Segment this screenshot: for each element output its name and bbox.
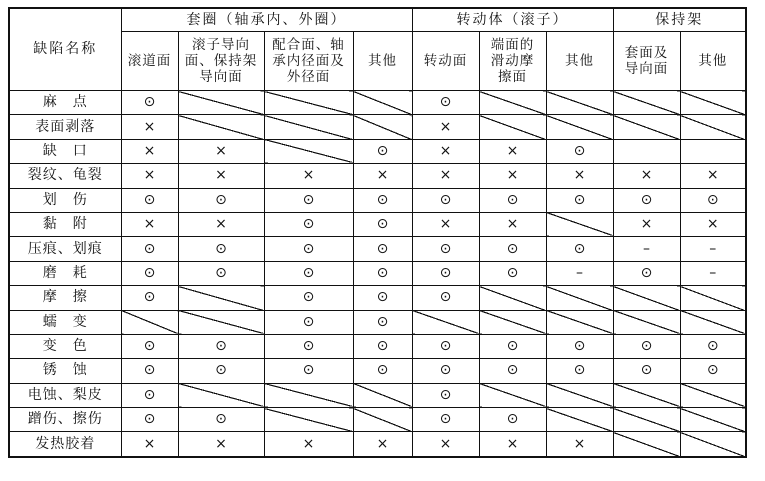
cross-mark: × [506, 142, 519, 159]
defect-mark-cell [412, 188, 479, 212]
defect-mark-cell [264, 359, 353, 383]
circle-dot-mark: ⊙ [573, 240, 586, 257]
defect-mark-cell [613, 237, 680, 261]
circle-dot-mark: ⊙ [215, 362, 227, 379]
defect-name: 电蚀、梨皮 [9, 383, 121, 407]
not-applicable-cell [264, 115, 353, 139]
circle-dot-mark: ⊙ [302, 362, 315, 379]
defect-mark-cell [178, 261, 264, 285]
circle-dot-mark: ⊙ [506, 411, 519, 428]
not-applicable-cell [264, 408, 353, 432]
cross-mark: × [215, 167, 227, 184]
defect-name: 划 伤 [9, 188, 121, 212]
defect-name: 压痕、划痕 [9, 237, 121, 261]
cross-mark: × [573, 167, 586, 184]
defect-mark-cell [613, 212, 680, 236]
circle-dot-mark: ⊙ [143, 191, 156, 208]
not-applicable-cell [680, 115, 746, 139]
defect-name: 变 色 [9, 334, 121, 358]
cross-mark: × [302, 167, 315, 184]
circle-dot-mark: ⊙ [215, 191, 227, 208]
defect-mark-cell [546, 188, 613, 212]
defect-mark-cell [264, 261, 353, 285]
table-body [9, 91, 746, 457]
defect-mark-cell [680, 334, 746, 358]
defect-mark-cell [479, 188, 546, 212]
circle-dot-mark: ⊙ [706, 191, 719, 208]
cross-mark: × [439, 118, 452, 135]
defect-name: 裂纹、龟裂 [9, 164, 121, 188]
circle-dot-mark: ⊙ [376, 362, 389, 379]
circle-dot-mark: ⊙ [640, 191, 653, 208]
column-header [178, 32, 264, 91]
circle-dot-mark: ⊙ [143, 362, 156, 379]
not-applicable-cell [680, 286, 746, 310]
defect-mark-cell [546, 432, 613, 457]
defect-mark-cell [353, 334, 412, 358]
not-applicable-cell [178, 91, 264, 115]
defect-mark-cell [178, 432, 264, 457]
defect-mark-cell [546, 334, 613, 358]
defect-mark-cell [613, 359, 680, 383]
circle-dot-mark: ⊙ [439, 411, 452, 428]
defect-mark-cell [353, 188, 412, 212]
not-applicable-cell [546, 91, 613, 115]
defect-mark-cell [121, 237, 178, 261]
not-applicable-cell [479, 310, 546, 334]
not-applicable-cell [546, 408, 613, 432]
column-header-line: 外径面 [286, 69, 331, 85]
cross-mark: × [706, 216, 719, 233]
not-applicable-cell [546, 383, 613, 407]
circle-dot-mark: ⊙ [376, 191, 389, 208]
defect-mark-cell [546, 237, 613, 261]
circle-dot-mark: ⊙ [439, 240, 452, 257]
table-row [9, 334, 746, 358]
circle-dot-mark: ⊙ [143, 338, 156, 355]
not-applicable-cell [680, 432, 746, 457]
empty-cell [613, 139, 680, 163]
circle-dot-mark: ⊙ [506, 191, 519, 208]
table-row [9, 237, 746, 261]
column-header-line: 其他 [368, 53, 397, 69]
not-applicable-cell [353, 383, 412, 407]
defect-mark-cell [121, 286, 178, 310]
defect-mark-cell [546, 359, 613, 383]
table-row [9, 115, 746, 139]
not-applicable-cell [479, 383, 546, 407]
not-applicable-cell [613, 383, 680, 407]
cross-mark: × [640, 167, 653, 184]
circle-dot-mark: ⊙ [640, 338, 653, 355]
not-applicable-cell [178, 286, 264, 310]
circle-dot-mark: ⊙ [215, 240, 227, 257]
circle-dot-mark: ⊙ [302, 240, 315, 257]
cross-mark: × [302, 435, 315, 452]
table-row [9, 139, 746, 163]
circle-dot-mark: ⊙ [302, 289, 315, 306]
circle-dot-mark: ⊙ [439, 386, 452, 403]
circle-dot-mark: ⊙ [573, 142, 586, 159]
table-row [9, 91, 746, 115]
column-header-line: 滚道面 [127, 53, 172, 69]
circle-dot-mark: ⊙ [439, 362, 452, 379]
defect-mark-cell [264, 212, 353, 236]
defect-mark-cell [412, 164, 479, 188]
defect-name: 黏 附 [9, 212, 121, 236]
not-applicable-cell [546, 212, 613, 236]
defect-mark-cell [680, 164, 746, 188]
defect-name: 表面剥落 [9, 115, 121, 139]
defect-mark-cell [121, 164, 178, 188]
defect-table-container [8, 7, 747, 458]
column-header-line: 擦面 [498, 69, 527, 85]
defect-mark-cell [178, 334, 264, 358]
defect-mark-cell [479, 432, 546, 457]
not-applicable-cell [546, 310, 613, 334]
not-applicable-cell [680, 310, 746, 334]
defect-mark-cell [121, 212, 178, 236]
defect-mark-cell [264, 310, 353, 334]
defect-mark-cell [680, 237, 746, 261]
defect-mark-cell [479, 139, 546, 163]
column-header [680, 32, 746, 91]
cross-mark: × [706, 167, 719, 184]
defect-name: 蹭伤、擦伤 [9, 408, 121, 432]
defect-mark-cell [680, 261, 746, 285]
corner-header: 缺陷名称 [9, 8, 121, 91]
circle-dot-mark: ⊙ [143, 386, 156, 403]
defect-mark-cell [353, 164, 412, 188]
circle-dot-mark: ⊙ [506, 240, 519, 257]
defect-mark-cell [121, 115, 178, 139]
not-applicable-cell [178, 383, 264, 407]
defect-mark-cell [412, 212, 479, 236]
not-applicable-cell [479, 115, 546, 139]
defect-mark-cell [121, 188, 178, 212]
table-row [9, 383, 746, 407]
defect-mark-cell [479, 212, 546, 236]
defect-mark-cell [479, 334, 546, 358]
circle-dot-mark: ⊙ [439, 94, 452, 111]
defect-mark-cell [121, 139, 178, 163]
defect-mark-cell [680, 212, 746, 236]
circle-dot-mark: ⊙ [302, 338, 315, 355]
group-header-rollers: 转动体（滚子） [412, 8, 613, 32]
defect-mark-cell [178, 237, 264, 261]
column-header [412, 32, 479, 91]
column-header [121, 32, 178, 91]
column-header-line: 滚子导向 [192, 37, 250, 53]
defect-mark-cell [178, 359, 264, 383]
defect-mark-cell [412, 334, 479, 358]
defect-mark-cell [412, 432, 479, 457]
defect-mark-cell [264, 237, 353, 261]
not-applicable-cell [264, 139, 353, 163]
not-applicable-cell [264, 91, 353, 115]
defect-mark-cell [264, 164, 353, 188]
defect-mark-cell [613, 188, 680, 212]
circle-dot-mark: ⊙ [506, 338, 519, 355]
circle-dot-mark: ⊙ [376, 264, 389, 281]
defect-mark-cell [353, 237, 412, 261]
circle-dot-mark: ⊙ [143, 289, 156, 306]
defect-mark-cell [546, 164, 613, 188]
defect-mark-cell [121, 432, 178, 457]
column-header-line: 其他 [698, 53, 728, 69]
defect-mark-cell [353, 310, 412, 334]
circle-dot-mark: ⊙ [302, 313, 315, 330]
circle-dot-mark: ⊙ [439, 191, 452, 208]
cross-mark: × [506, 435, 519, 452]
column-header [546, 32, 613, 91]
circle-dot-mark: ⊙ [215, 338, 227, 355]
not-applicable-cell [680, 91, 746, 115]
defect-mark-cell [353, 432, 412, 457]
table-row [9, 212, 746, 236]
group-header-row [9, 8, 746, 32]
circle-dot-mark: ⊙ [376, 289, 389, 306]
defect-mark-cell [613, 334, 680, 358]
circle-dot-mark: ⊙ [573, 338, 586, 355]
not-applicable-cell [680, 383, 746, 407]
not-applicable-cell [613, 115, 680, 139]
not-applicable-cell [613, 310, 680, 334]
defect-name: 蠕 变 [9, 310, 121, 334]
table-row [9, 310, 746, 334]
defect-name: 发热胶着 [9, 432, 121, 457]
table-row [9, 261, 746, 285]
circle-dot-mark: ⊙ [706, 338, 719, 355]
cross-mark: × [573, 435, 586, 452]
table-header [9, 8, 746, 91]
defect-mark-cell [479, 359, 546, 383]
circle-dot-mark: ⊙ [439, 338, 452, 355]
cross-mark: × [143, 142, 156, 159]
cross-mark: × [439, 435, 452, 452]
defect-mark-cell [121, 261, 178, 285]
circle-dot-mark: ⊙ [506, 362, 519, 379]
defect-mark-cell [412, 383, 479, 407]
defect-mark-cell [546, 139, 613, 163]
defect-mark-cell [178, 139, 264, 163]
column-header-line: 面、保持架 [184, 53, 258, 69]
circle-dot-mark: ⊙ [640, 362, 653, 379]
defect-mark-cell [264, 188, 353, 212]
defect-mark-cell [613, 261, 680, 285]
defect-mark-cell [680, 359, 746, 383]
cross-mark: × [143, 118, 156, 135]
cross-mark: × [439, 142, 452, 159]
circle-dot-mark: ⊙ [302, 191, 315, 208]
cross-mark: × [506, 216, 519, 233]
not-applicable-cell [178, 115, 264, 139]
defect-mark-cell [178, 188, 264, 212]
defect-name: 磨 耗 [9, 261, 121, 285]
bearing-defect-table [8, 7, 747, 458]
circle-dot-mark: ⊙ [143, 94, 156, 111]
defect-mark-cell [353, 359, 412, 383]
circle-dot-mark: ⊙ [302, 216, 315, 233]
defect-name: 锈 蚀 [9, 359, 121, 383]
dash-mark: – [709, 264, 717, 281]
cross-mark: × [143, 435, 156, 452]
defect-mark-cell [178, 164, 264, 188]
defect-mark-cell [178, 408, 264, 432]
column-header [353, 32, 412, 91]
not-applicable-cell [613, 432, 680, 457]
column-header-line: 其他 [565, 53, 594, 69]
circle-dot-mark: ⊙ [376, 142, 389, 159]
circle-dot-mark: ⊙ [143, 240, 156, 257]
defect-mark-cell [479, 261, 546, 285]
not-applicable-cell [353, 91, 412, 115]
circle-dot-mark: ⊙ [376, 240, 389, 257]
column-header-line: 承内径面及 [272, 53, 345, 69]
defect-mark-cell [121, 91, 178, 115]
table-row [9, 286, 746, 310]
defect-mark-cell [412, 359, 479, 383]
cross-mark: × [640, 216, 653, 233]
not-applicable-cell [680, 408, 746, 432]
defect-mark-cell [613, 164, 680, 188]
group-header-cage: 保持架 [613, 8, 746, 32]
defect-mark-cell [546, 261, 613, 285]
not-applicable-cell [613, 408, 680, 432]
circle-dot-mark: ⊙ [573, 191, 586, 208]
not-applicable-cell [412, 310, 479, 334]
defect-mark-cell [412, 115, 479, 139]
defect-mark-cell [353, 212, 412, 236]
dash-mark: – [576, 264, 583, 281]
not-applicable-cell [353, 115, 412, 139]
defect-mark-cell [353, 286, 412, 310]
cross-mark: × [143, 216, 156, 233]
dash-mark: – [709, 240, 717, 257]
cross-mark: × [439, 167, 452, 184]
defect-mark-cell [353, 261, 412, 285]
column-header [479, 32, 546, 91]
defect-mark-cell [121, 383, 178, 407]
column-header-line: 端面的 [490, 37, 535, 53]
defect-mark-cell [412, 237, 479, 261]
not-applicable-cell [479, 91, 546, 115]
defect-mark-cell [121, 359, 178, 383]
column-header-line: 配合面、轴 [272, 37, 345, 53]
defect-mark-cell [178, 212, 264, 236]
not-applicable-cell [121, 310, 178, 334]
cross-mark: × [376, 167, 389, 184]
defect-mark-cell [121, 334, 178, 358]
empty-cell [680, 139, 746, 163]
column-header-line: 导向面 [199, 69, 243, 85]
circle-dot-mark: ⊙ [376, 216, 389, 233]
defect-mark-cell [479, 408, 546, 432]
circle-dot-mark: ⊙ [143, 411, 156, 428]
circle-dot-mark: ⊙ [706, 362, 719, 379]
column-header-line: 滑动摩 [490, 53, 535, 69]
circle-dot-mark: ⊙ [640, 264, 653, 281]
defect-mark-cell [264, 432, 353, 457]
circle-dot-mark: ⊙ [506, 264, 519, 281]
not-applicable-cell [178, 310, 264, 334]
defect-name: 麻 点 [9, 91, 121, 115]
not-applicable-cell [546, 286, 613, 310]
defect-mark-cell [412, 408, 479, 432]
column-header-line: 转动面 [423, 53, 468, 69]
defect-mark-cell [479, 237, 546, 261]
not-applicable-cell [613, 91, 680, 115]
circle-dot-mark: ⊙ [302, 264, 315, 281]
defect-mark-cell [680, 188, 746, 212]
cross-mark: × [439, 216, 452, 233]
not-applicable-cell [613, 286, 680, 310]
cross-mark: × [215, 216, 227, 233]
defect-mark-cell [353, 139, 412, 163]
table-row [9, 164, 746, 188]
column-header-line: 套面及 [624, 45, 669, 61]
not-applicable-cell [264, 383, 353, 407]
cross-mark: × [215, 142, 227, 159]
circle-dot-mark: ⊙ [573, 362, 586, 379]
circle-dot-mark: ⊙ [376, 338, 389, 355]
defect-mark-cell [412, 91, 479, 115]
defect-name: 摩 擦 [9, 286, 121, 310]
defect-mark-cell [412, 139, 479, 163]
group-header-rings: 套圈（轴承内、外圈） [121, 8, 412, 32]
cross-mark: × [506, 167, 519, 184]
table-row [9, 359, 746, 383]
circle-dot-mark: ⊙ [215, 411, 227, 428]
not-applicable-cell [479, 286, 546, 310]
column-header [264, 32, 353, 91]
column-header [613, 32, 680, 91]
cross-mark: × [376, 435, 389, 452]
table-row [9, 408, 746, 432]
circle-dot-mark: ⊙ [143, 264, 156, 281]
defect-mark-cell [264, 286, 353, 310]
defect-name: 缺 口 [9, 139, 121, 163]
cross-mark: × [215, 435, 227, 452]
not-applicable-cell [546, 115, 613, 139]
circle-dot-mark: ⊙ [439, 264, 452, 281]
defect-mark-cell [412, 286, 479, 310]
table-row [9, 188, 746, 212]
not-applicable-cell [353, 408, 412, 432]
defect-mark-cell [264, 334, 353, 358]
defect-mark-cell [412, 261, 479, 285]
column-header-line: 导向面 [624, 61, 669, 77]
circle-dot-mark: ⊙ [376, 313, 389, 330]
defect-mark-cell [121, 408, 178, 432]
circle-dot-mark: ⊙ [215, 264, 227, 281]
dash-mark: – [643, 240, 650, 257]
cross-mark: × [143, 167, 156, 184]
defect-mark-cell [479, 164, 546, 188]
table-row [9, 432, 746, 457]
circle-dot-mark: ⊙ [439, 289, 452, 306]
